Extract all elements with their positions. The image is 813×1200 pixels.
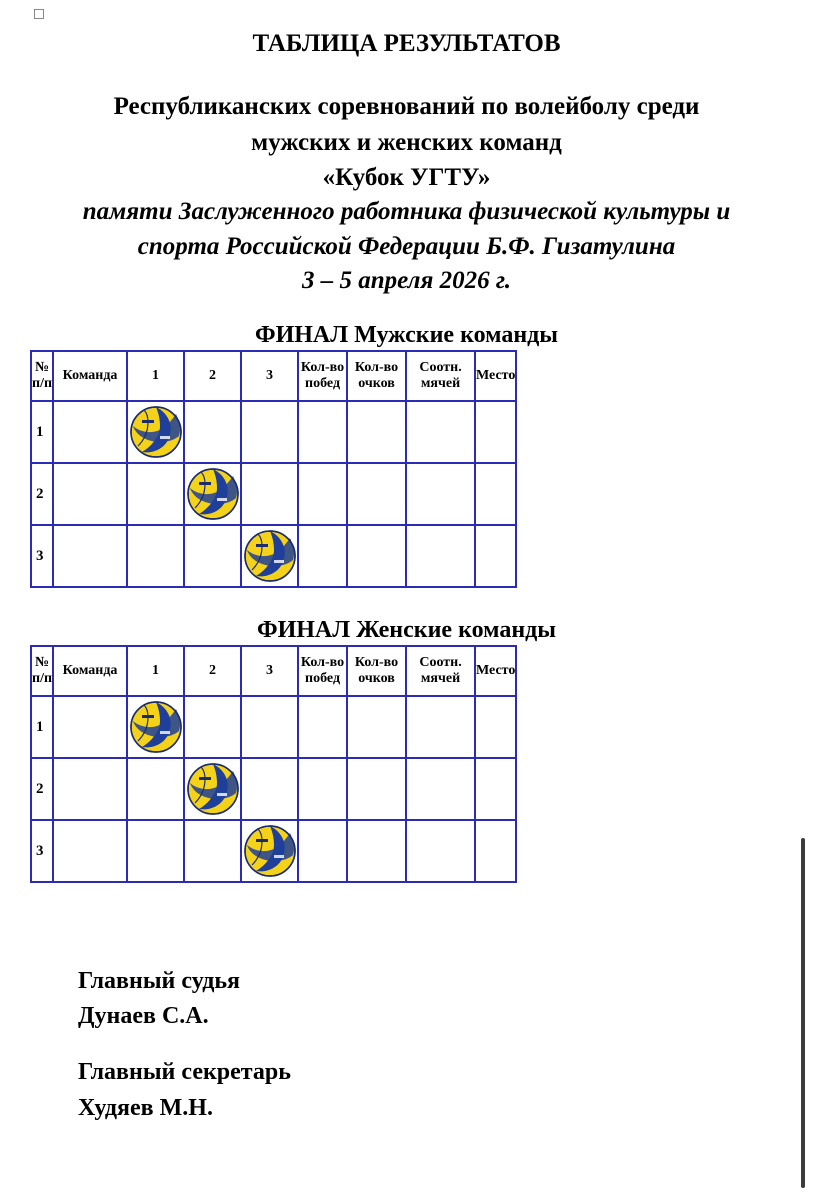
col-3: 3 [241, 351, 298, 401]
row-number: 3 [31, 525, 53, 587]
col-team: Команда [53, 646, 127, 696]
volleyball-icon [187, 468, 239, 520]
volleyball-icon [187, 763, 239, 815]
diagonal-cell [184, 463, 241, 525]
points-cell[interactable] [347, 758, 406, 820]
points-cell[interactable] [347, 696, 406, 758]
event-date: 3 – 5 апреля 2026 г. [302, 267, 511, 294]
table-row [31, 401, 516, 463]
score-cell[interactable] [184, 525, 241, 587]
col-1: 1 [127, 351, 184, 401]
wins-cell[interactable] [298, 758, 347, 820]
ratio-cell[interactable] [406, 820, 475, 882]
row-number: 1 [31, 401, 53, 463]
points-cell[interactable] [347, 820, 406, 882]
row-number: 2 [31, 758, 53, 820]
checkbox-icon[interactable] [34, 9, 44, 19]
col-3: 3 [241, 646, 298, 696]
score-cell[interactable] [184, 820, 241, 882]
score-cell[interactable] [184, 401, 241, 463]
col-wins: Кол-во побед [298, 351, 347, 401]
col-wins: Кол-во побед [298, 646, 347, 696]
ratio-cell[interactable] [406, 525, 475, 587]
col-2: 2 [184, 646, 241, 696]
col-points: Кол-во очков [347, 646, 406, 696]
ratio-cell[interactable] [406, 463, 475, 525]
volleyball-icon [244, 825, 296, 877]
subtitle-line-5: спорта Российской Федерации Б.Ф. Гизатулина [137, 233, 676, 260]
col-points: Кол-во очков [347, 351, 406, 401]
points-cell[interactable] [347, 401, 406, 463]
team-cell[interactable] [53, 525, 127, 587]
wins-cell[interactable] [298, 463, 347, 525]
place-cell[interactable] [475, 758, 516, 820]
diagonal-cell [241, 820, 298, 882]
col-place: Место [475, 646, 516, 696]
col-num: № п/п [31, 646, 53, 696]
diagonal-cell [184, 758, 241, 820]
page-title: ТАБЛИЦА РЕЗУЛЬТАТОВ [252, 30, 561, 57]
score-cell[interactable] [184, 696, 241, 758]
col-team: Команда [53, 351, 127, 401]
table-row [31, 820, 516, 882]
table-row [31, 696, 516, 758]
team-cell[interactable] [53, 820, 127, 882]
chief-secretary-name: Худяев М.Н. [78, 1095, 213, 1121]
diagonal-cell [127, 696, 184, 758]
ratio-cell[interactable] [406, 696, 475, 758]
volleyball-icon [244, 530, 296, 582]
score-cell[interactable] [241, 401, 298, 463]
subtitle-line-2: мужских и женских команд [251, 129, 562, 156]
wins-cell[interactable] [298, 525, 347, 587]
place-cell[interactable] [475, 463, 516, 525]
col-num: № п/п [31, 351, 53, 401]
subtitle-line-4: памяти Заслуженного работника физической культуры и [82, 198, 731, 225]
table-row [31, 463, 516, 525]
score-cell[interactable] [241, 696, 298, 758]
diagonal-cell [241, 525, 298, 587]
team-cell[interactable] [53, 463, 127, 525]
chief-secretary-title: Главный секретарь [78, 1059, 291, 1085]
women-section-title: ФИНАЛ Женские команды [256, 617, 557, 643]
col-2: 2 [184, 351, 241, 401]
table-row [31, 525, 516, 587]
wins-cell[interactable] [298, 696, 347, 758]
row-number: 2 [31, 463, 53, 525]
points-cell[interactable] [347, 525, 406, 587]
place-cell[interactable] [475, 820, 516, 882]
table-header-row [31, 646, 516, 696]
score-cell[interactable] [127, 525, 184, 587]
men-results-table [30, 350, 517, 588]
place-cell[interactable] [475, 401, 516, 463]
score-cell[interactable] [127, 463, 184, 525]
row-number: 1 [31, 696, 53, 758]
table-header-row [31, 351, 516, 401]
points-cell[interactable] [347, 463, 406, 525]
women-results-table [30, 645, 517, 883]
score-cell[interactable] [241, 463, 298, 525]
score-cell[interactable] [127, 758, 184, 820]
diagonal-cell [127, 401, 184, 463]
men-section-title: ФИНАЛ Мужские команды [254, 322, 559, 348]
col-1: 1 [127, 646, 184, 696]
row-number: 3 [31, 820, 53, 882]
wins-cell[interactable] [298, 401, 347, 463]
chief-judge-title: Главный судья [78, 968, 241, 994]
place-cell[interactable] [475, 525, 516, 587]
vertical-scrollbar[interactable] [801, 838, 805, 1188]
chief-judge-name: Дунаев С.А. [78, 1003, 209, 1029]
team-cell[interactable] [53, 696, 127, 758]
subtitle-line-1: Республиканских соревнований по волейболу среди [113, 93, 700, 120]
team-cell[interactable] [53, 758, 127, 820]
volleyball-icon [130, 406, 182, 458]
team-cell[interactable] [53, 401, 127, 463]
place-cell[interactable] [475, 696, 516, 758]
ratio-cell[interactable] [406, 401, 475, 463]
col-place: Место [475, 351, 516, 401]
col-ratio: Соотн. мячей [406, 351, 475, 401]
col-ratio: Соотн. мячей [406, 646, 475, 696]
wins-cell[interactable] [298, 820, 347, 882]
table-row [31, 758, 516, 820]
score-cell[interactable] [241, 758, 298, 820]
subtitle-line-3: «Кубок УГТУ» [322, 164, 491, 191]
volleyball-icon [130, 701, 182, 753]
ratio-cell[interactable] [406, 758, 475, 820]
score-cell[interactable] [127, 820, 184, 882]
